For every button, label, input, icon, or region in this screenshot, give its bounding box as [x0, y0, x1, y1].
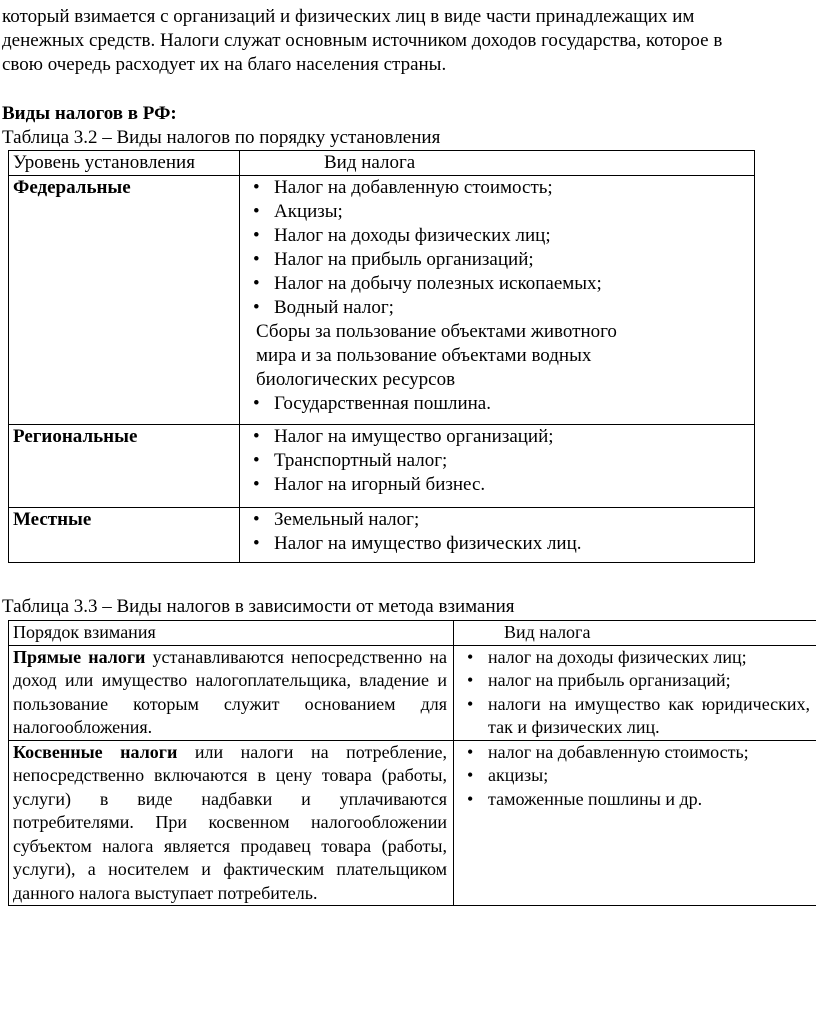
list-item: • налог на прибыль организаций;: [458, 669, 810, 693]
method-description-cell: [9, 645, 454, 740]
intro-line: денежных средств. Налоги служат основным источником доходов государства, которое в: [2, 30, 723, 51]
list-item: • Транспортный налог;: [244, 449, 754, 473]
table-row-direct: [9, 645, 816, 740]
list-item: • Водный налог;: [244, 296, 754, 320]
list-item: • Налог на доходы физических лиц;: [244, 224, 754, 248]
list-item: • акцизы;: [458, 764, 810, 788]
list-item: • налоги на имущество как юридических, так и физических лиц.: [458, 693, 810, 740]
list-item: • Налог на добычу полезных ископаемых;: [244, 272, 754, 296]
tax-list: [244, 425, 754, 497]
table2-caption: Таблица 3.3 – Виды налогов в зависимости от метода взимания: [2, 596, 515, 617]
list-item: • налог на доходы физических лиц;: [458, 646, 810, 670]
table-header-row: [9, 621, 816, 646]
tax-list-cell: [454, 645, 816, 740]
fees-note-line: мира и за пользование объектами водных: [256, 345, 592, 366]
tax-list: [244, 176, 754, 320]
list-item: • Государственная пошлина.: [244, 392, 754, 416]
header-cell-tax-type: Вид налога: [454, 621, 816, 646]
table-row-regional: [9, 425, 755, 508]
tax-list: [458, 741, 810, 812]
tax-list-cell: [454, 740, 816, 906]
header-cell-tax-type: Вид налога: [240, 151, 755, 176]
list-item: • Налог на игорный бизнес.: [244, 473, 754, 497]
tax-list: [244, 508, 754, 556]
list-item: • Налог на добавленную стоимость;: [244, 176, 754, 200]
level-cell: Федеральные: [9, 176, 240, 425]
tax-list: [458, 646, 810, 740]
list-item: • Налог на имущество физических лиц.: [244, 532, 754, 556]
intro-line: который взимается с организаций и физических лиц в виде части принадлежащих им: [2, 6, 695, 27]
table1-caption: Таблица 3.2 – Виды налогов по порядку установления: [2, 127, 441, 148]
table-header-row: [9, 151, 755, 176]
list-item: • Налог на имущество организаций;: [244, 425, 754, 449]
level-cell: Местные: [9, 508, 240, 563]
intro-line: свою очередь расходует их на благо населения страны.: [2, 54, 447, 75]
method-text: устанавливаются непосредственно на доход или имущество налогоплательщика, владение и пользование которым служит основанием для налогообложения.: [13, 646, 447, 737]
table-tax-methods: [8, 620, 816, 906]
list-item: • таможенные пошлины и др.: [458, 788, 810, 812]
tax-list-cell: [240, 425, 755, 508]
method-text: или налоги на потребление, непосредственно включаются в цену товара (работы, услуги) в виде надбавки и уплачиваются потребителями. При косвенном налогообложении субъектом налога является продавец товара (работы, услуги), а носителем и фактическим плательщиком данного налога выступает потребитель.: [13, 741, 447, 903]
table-row-indirect: [9, 740, 816, 906]
intro-paragraph: [2, 5, 800, 77]
fees-note-line: биологических ресурсов: [256, 369, 456, 390]
method-title: Прямые налоги: [13, 646, 146, 667]
list-item: • Налог на прибыль организаций;: [244, 248, 754, 272]
table-tax-levels: [8, 150, 755, 563]
header-cell-method: Порядок взимания: [9, 621, 454, 646]
fees-note-line: Сборы за пользование объектами животного: [256, 321, 617, 342]
tax-list-cell: [240, 508, 755, 563]
table-row-local: [9, 508, 755, 563]
section-heading: Виды налогов в РФ:: [2, 103, 177, 124]
list-item: • Акцизы;: [244, 200, 754, 224]
table-row-federal: [9, 176, 755, 425]
list-item: • Земельный налог;: [244, 508, 754, 532]
header-cell-level: Уровень установления: [9, 151, 240, 176]
tax-list: [244, 392, 754, 416]
method-title: Косвенные налоги: [13, 741, 178, 762]
list-item: • налог на добавленную стоимость;: [458, 741, 810, 765]
tax-list-cell: [240, 176, 755, 425]
level-cell: Региональные: [9, 425, 240, 508]
method-description-cell: [9, 740, 454, 906]
fees-note: [244, 320, 754, 392]
